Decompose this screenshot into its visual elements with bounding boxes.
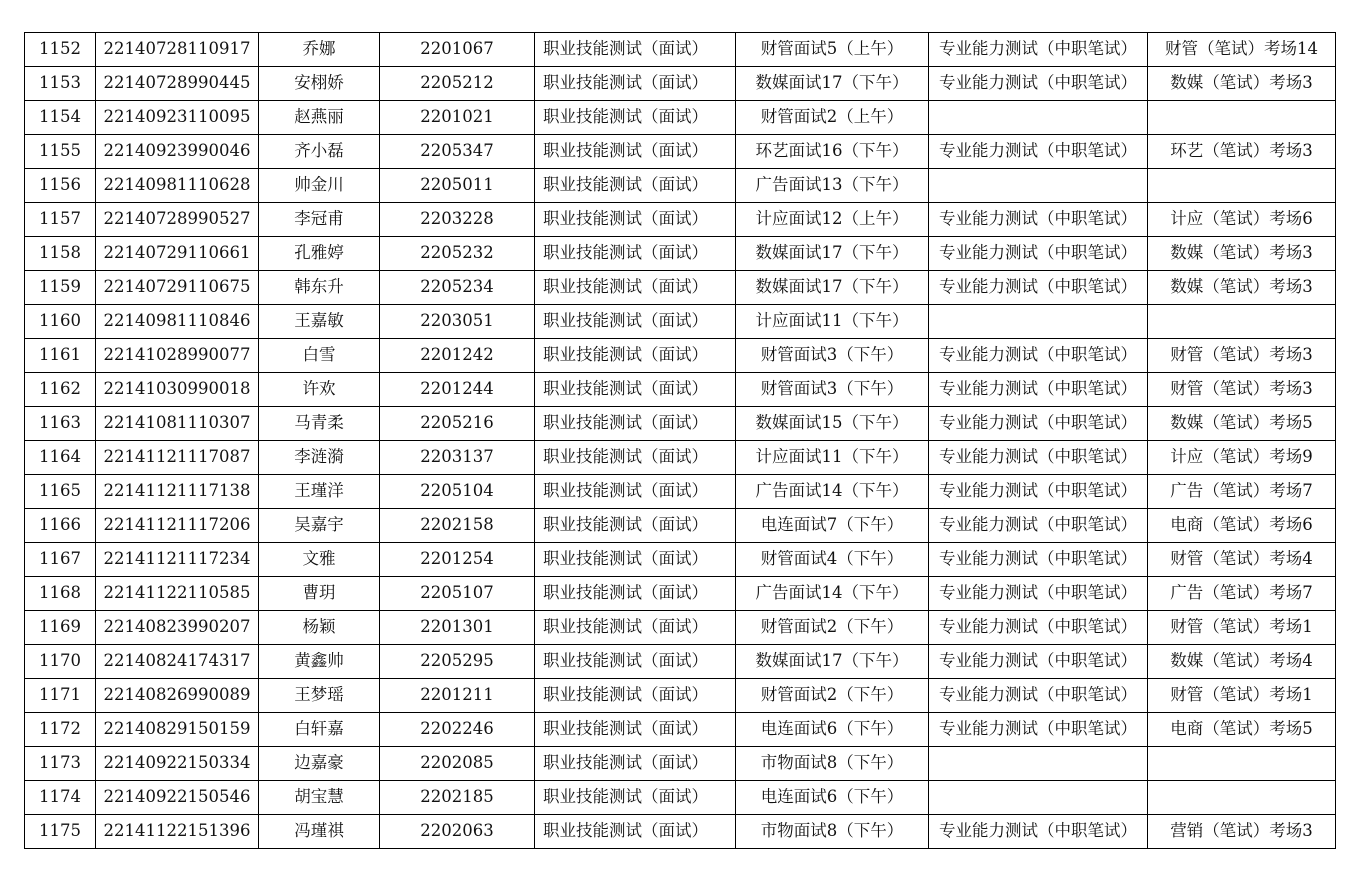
room1-cell: 环艺面试16（下午） <box>736 135 929 169</box>
seq-cell: 1170 <box>25 645 96 679</box>
seq-cell: 1159 <box>25 271 96 305</box>
room2-cell: 电商（笔试）考场6 <box>1148 509 1336 543</box>
seq-cell: 1162 <box>25 373 96 407</box>
code-cell: 2203228 <box>380 203 535 237</box>
room2-cell: 财管（笔试）考场1 <box>1148 679 1336 713</box>
candidate-id-cell: 22140922150546 <box>96 781 259 815</box>
code-cell: 2205347 <box>380 135 535 169</box>
test2-cell <box>929 101 1148 135</box>
code-cell: 2205212 <box>380 67 535 101</box>
room2-cell <box>1148 101 1336 135</box>
seq-cell: 1163 <box>25 407 96 441</box>
table-row <box>25 441 1336 475</box>
code-cell: 2201242 <box>380 339 535 373</box>
test2-cell: 专业能力测试（中职笔试） <box>929 237 1148 271</box>
room1-cell: 广告面试14（下午） <box>736 577 929 611</box>
name-cell: 曹玥 <box>259 577 380 611</box>
candidate-id-cell: 22140728990445 <box>96 67 259 101</box>
test1-cell: 职业技能测试（面试） <box>535 271 736 305</box>
seq-cell: 1166 <box>25 509 96 543</box>
table-row <box>25 67 1336 101</box>
name-cell: 王梦瑶 <box>259 679 380 713</box>
room1-cell: 数媒面试17（下午） <box>736 645 929 679</box>
test1-cell: 职业技能测试（面试） <box>535 237 736 271</box>
test1-cell: 职业技能测试（面试） <box>535 611 736 645</box>
code-cell: 2205295 <box>380 645 535 679</box>
name-cell: 王嘉敏 <box>259 305 380 339</box>
room1-cell: 财管面试2（上午） <box>736 101 929 135</box>
name-cell: 文雅 <box>259 543 380 577</box>
room1-cell: 计应面试11（下午） <box>736 441 929 475</box>
table-row <box>25 135 1336 169</box>
candidate-id-cell: 22141081110307 <box>96 407 259 441</box>
test1-cell: 职业技能测试（面试） <box>535 33 736 67</box>
room1-cell: 计应面试12（上午） <box>736 203 929 237</box>
room2-cell <box>1148 747 1336 781</box>
test1-cell: 职业技能测试（面试） <box>535 203 736 237</box>
code-cell: 2205011 <box>380 169 535 203</box>
room2-cell: 数媒（笔试）考场3 <box>1148 271 1336 305</box>
code-cell: 2201244 <box>380 373 535 407</box>
test1-cell: 职业技能测试（面试） <box>535 135 736 169</box>
candidate-id-cell: 22140922150334 <box>96 747 259 781</box>
test1-cell: 职业技能测试（面试） <box>535 543 736 577</box>
test2-cell: 专业能力测试（中职笔试） <box>929 713 1148 747</box>
test1-cell: 职业技能测试（面试） <box>535 781 736 815</box>
seq-cell: 1171 <box>25 679 96 713</box>
seq-cell: 1161 <box>25 339 96 373</box>
test2-cell: 专业能力测试（中职笔试） <box>929 645 1148 679</box>
test2-cell: 专业能力测试（中职笔试） <box>929 475 1148 509</box>
room2-cell: 营销（笔试）考场3 <box>1148 815 1336 849</box>
room1-cell: 数媒面试17（下午） <box>736 271 929 305</box>
seq-cell: 1156 <box>25 169 96 203</box>
candidate-id-cell: 22140729110661 <box>96 237 259 271</box>
test1-cell: 职业技能测试（面试） <box>535 67 736 101</box>
name-cell: 安栩娇 <box>259 67 380 101</box>
name-cell: 李涟漪 <box>259 441 380 475</box>
test2-cell: 专业能力测试（中职笔试） <box>929 135 1148 169</box>
test2-cell <box>929 781 1148 815</box>
table-row <box>25 169 1336 203</box>
room2-cell: 计应（笔试）考场9 <box>1148 441 1336 475</box>
name-cell: 吴嘉宇 <box>259 509 380 543</box>
room2-cell: 广告（笔试）考场7 <box>1148 577 1336 611</box>
name-cell: 白雪 <box>259 339 380 373</box>
table-row <box>25 611 1336 645</box>
test2-cell: 专业能力测试（中职笔试） <box>929 271 1148 305</box>
candidate-id-cell: 22141121117234 <box>96 543 259 577</box>
room2-cell: 电商（笔试）考场5 <box>1148 713 1336 747</box>
candidate-id-cell: 22140981110628 <box>96 169 259 203</box>
code-cell: 2205216 <box>380 407 535 441</box>
table-row <box>25 373 1336 407</box>
room1-cell: 市物面试8（下午） <box>736 815 929 849</box>
code-cell: 2202158 <box>380 509 535 543</box>
test2-cell: 专业能力测试（中职笔试） <box>929 543 1148 577</box>
room2-cell: 数媒（笔试）考场3 <box>1148 67 1336 101</box>
test2-cell: 专业能力测试（中职笔试） <box>929 815 1148 849</box>
test2-cell <box>929 747 1148 781</box>
table-row <box>25 339 1336 373</box>
seq-cell: 1175 <box>25 815 96 849</box>
name-cell: 乔娜 <box>259 33 380 67</box>
room2-cell <box>1148 305 1336 339</box>
test1-cell: 职业技能测试（面试） <box>535 305 736 339</box>
test1-cell: 职业技能测试（面试） <box>535 577 736 611</box>
test2-cell <box>929 169 1148 203</box>
table-row <box>25 747 1336 781</box>
test1-cell: 职业技能测试（面试） <box>535 815 736 849</box>
table-row <box>25 305 1336 339</box>
code-cell: 2205104 <box>380 475 535 509</box>
code-cell: 2203051 <box>380 305 535 339</box>
name-cell: 白轩嘉 <box>259 713 380 747</box>
table-row <box>25 475 1336 509</box>
seq-cell: 1174 <box>25 781 96 815</box>
name-cell: 冯瑾祺 <box>259 815 380 849</box>
test2-cell: 专业能力测试（中职笔试） <box>929 407 1148 441</box>
table-row <box>25 645 1336 679</box>
name-cell: 王瑾洋 <box>259 475 380 509</box>
test2-cell: 专业能力测试（中职笔试） <box>929 611 1148 645</box>
code-cell: 2202246 <box>380 713 535 747</box>
candidate-id-cell: 22140823990207 <box>96 611 259 645</box>
table-row <box>25 781 1336 815</box>
room1-cell: 广告面试13（下午） <box>736 169 929 203</box>
name-cell: 帅金川 <box>259 169 380 203</box>
room1-cell: 电连面试6（下午） <box>736 781 929 815</box>
table-row <box>25 509 1336 543</box>
test1-cell: 职业技能测试（面试） <box>535 339 736 373</box>
test1-cell: 职业技能测试（面试） <box>535 169 736 203</box>
test2-cell: 专业能力测试（中职笔试） <box>929 203 1148 237</box>
candidate-id-cell: 22140728990527 <box>96 203 259 237</box>
test1-cell: 职业技能测试（面试） <box>535 645 736 679</box>
room2-cell: 数媒（笔试）考场5 <box>1148 407 1336 441</box>
candidate-id-cell: 22140824174317 <box>96 645 259 679</box>
seq-cell: 1167 <box>25 543 96 577</box>
table-row <box>25 543 1336 577</box>
code-cell: 2202185 <box>380 781 535 815</box>
room1-cell: 财管面试4（下午） <box>736 543 929 577</box>
candidate-id-cell: 22140829150159 <box>96 713 259 747</box>
room2-cell <box>1148 781 1336 815</box>
table-row <box>25 815 1336 849</box>
room1-cell: 财管面试3（下午） <box>736 373 929 407</box>
room2-cell: 环艺（笔试）考场3 <box>1148 135 1336 169</box>
name-cell: 孔雅婷 <box>259 237 380 271</box>
name-cell: 马青柔 <box>259 407 380 441</box>
table-row <box>25 33 1336 67</box>
name-cell: 杨颖 <box>259 611 380 645</box>
table-row <box>25 203 1336 237</box>
name-cell: 许欢 <box>259 373 380 407</box>
name-cell: 黄鑫帅 <box>259 645 380 679</box>
name-cell: 赵燕丽 <box>259 101 380 135</box>
seq-cell: 1164 <box>25 441 96 475</box>
room1-cell: 电连面试7（下午） <box>736 509 929 543</box>
seq-cell: 1160 <box>25 305 96 339</box>
candidate-id-cell: 22140826990089 <box>96 679 259 713</box>
name-cell: 胡宝慧 <box>259 781 380 815</box>
room2-cell: 计应（笔试）考场6 <box>1148 203 1336 237</box>
seq-cell: 1165 <box>25 475 96 509</box>
candidate-id-cell: 22140923990046 <box>96 135 259 169</box>
seq-cell: 1172 <box>25 713 96 747</box>
table-row <box>25 713 1336 747</box>
code-cell: 2201254 <box>380 543 535 577</box>
candidate-id-cell: 22140728110917 <box>96 33 259 67</box>
candidate-id-cell: 22141122110585 <box>96 577 259 611</box>
room1-cell: 数媒面试15（下午） <box>736 407 929 441</box>
room1-cell: 电连面试6（下午） <box>736 713 929 747</box>
candidate-id-cell: 22140923110095 <box>96 101 259 135</box>
room2-cell <box>1148 169 1336 203</box>
test1-cell: 职业技能测试（面试） <box>535 509 736 543</box>
room2-cell: 财管（笔试）考场3 <box>1148 339 1336 373</box>
name-cell: 边嘉豪 <box>259 747 380 781</box>
room2-cell: 数媒（笔试）考场3 <box>1148 237 1336 271</box>
code-cell: 2205234 <box>380 271 535 305</box>
room2-cell: 数媒（笔试）考场4 <box>1148 645 1336 679</box>
test1-cell: 职业技能测试（面试） <box>535 713 736 747</box>
code-cell: 2201021 <box>380 101 535 135</box>
seq-cell: 1168 <box>25 577 96 611</box>
candidate-id-cell: 22141121117138 <box>96 475 259 509</box>
seq-cell: 1157 <box>25 203 96 237</box>
room2-cell: 财管（笔试）考场3 <box>1148 373 1336 407</box>
name-cell: 韩东升 <box>259 271 380 305</box>
test1-cell: 职业技能测试（面试） <box>535 475 736 509</box>
candidate-id-cell: 22141122151396 <box>96 815 259 849</box>
test1-cell: 职业技能测试（面试） <box>535 441 736 475</box>
room1-cell: 财管面试2（下午） <box>736 679 929 713</box>
test2-cell: 专业能力测试（中职笔试） <box>929 441 1148 475</box>
test1-cell: 职业技能测试（面试） <box>535 747 736 781</box>
seq-cell: 1152 <box>25 33 96 67</box>
room1-cell: 数媒面试17（下午） <box>736 67 929 101</box>
test2-cell: 专业能力测试（中职笔试） <box>929 577 1148 611</box>
seq-cell: 1158 <box>25 237 96 271</box>
name-cell: 齐小磊 <box>259 135 380 169</box>
code-cell: 2201211 <box>380 679 535 713</box>
test1-cell: 职业技能测试（面试） <box>535 373 736 407</box>
candidate-id-cell: 22140981110846 <box>96 305 259 339</box>
table-row <box>25 237 1336 271</box>
room2-cell: 财管（笔试）考场4 <box>1148 543 1336 577</box>
test2-cell: 专业能力测试（中职笔试） <box>929 373 1148 407</box>
table-row <box>25 101 1336 135</box>
room1-cell: 市物面试8（下午） <box>736 747 929 781</box>
test1-cell: 职业技能测试（面试） <box>535 101 736 135</box>
test1-cell: 职业技能测试（面试） <box>535 407 736 441</box>
seq-cell: 1155 <box>25 135 96 169</box>
test2-cell: 专业能力测试（中职笔试） <box>929 679 1148 713</box>
code-cell: 2201067 <box>380 33 535 67</box>
candidate-id-cell: 22141121117087 <box>96 441 259 475</box>
code-cell: 2205232 <box>380 237 535 271</box>
room1-cell: 财管面试2（下午） <box>736 611 929 645</box>
room1-cell: 计应面试11（下午） <box>736 305 929 339</box>
test2-cell: 专业能力测试（中职笔试） <box>929 339 1148 373</box>
test1-cell: 职业技能测试（面试） <box>535 679 736 713</box>
room2-cell: 财管（笔试）考场1 <box>1148 611 1336 645</box>
test2-cell <box>929 305 1148 339</box>
candidate-id-cell: 22140729110675 <box>96 271 259 305</box>
table-row <box>25 679 1336 713</box>
seq-cell: 1173 <box>25 747 96 781</box>
candidate-id-cell: 22141028990077 <box>96 339 259 373</box>
room1-cell: 广告面试14（下午） <box>736 475 929 509</box>
code-cell: 2205107 <box>380 577 535 611</box>
candidate-id-cell: 22141030990018 <box>96 373 259 407</box>
room1-cell: 财管面试5（上午） <box>736 33 929 67</box>
room2-cell: 财管（笔试）考场14 <box>1148 33 1336 67</box>
candidate-id-cell: 22141121117206 <box>96 509 259 543</box>
test2-cell: 专业能力测试（中职笔试） <box>929 509 1148 543</box>
seq-cell: 1169 <box>25 611 96 645</box>
table-row <box>25 271 1336 305</box>
code-cell: 2201301 <box>380 611 535 645</box>
code-cell: 2202063 <box>380 815 535 849</box>
room1-cell: 财管面试3（下午） <box>736 339 929 373</box>
exam-schedule-table <box>24 32 1336 849</box>
name-cell: 李冠甫 <box>259 203 380 237</box>
table-row <box>25 577 1336 611</box>
test2-cell: 专业能力测试（中职笔试） <box>929 67 1148 101</box>
table-body <box>25 33 1336 849</box>
seq-cell: 1154 <box>25 101 96 135</box>
table-row <box>25 407 1336 441</box>
code-cell: 2203137 <box>380 441 535 475</box>
room2-cell: 广告（笔试）考场7 <box>1148 475 1336 509</box>
code-cell: 2202085 <box>380 747 535 781</box>
test2-cell: 专业能力测试（中职笔试） <box>929 33 1148 67</box>
room1-cell: 数媒面试17（下午） <box>736 237 929 271</box>
seq-cell: 1153 <box>25 67 96 101</box>
